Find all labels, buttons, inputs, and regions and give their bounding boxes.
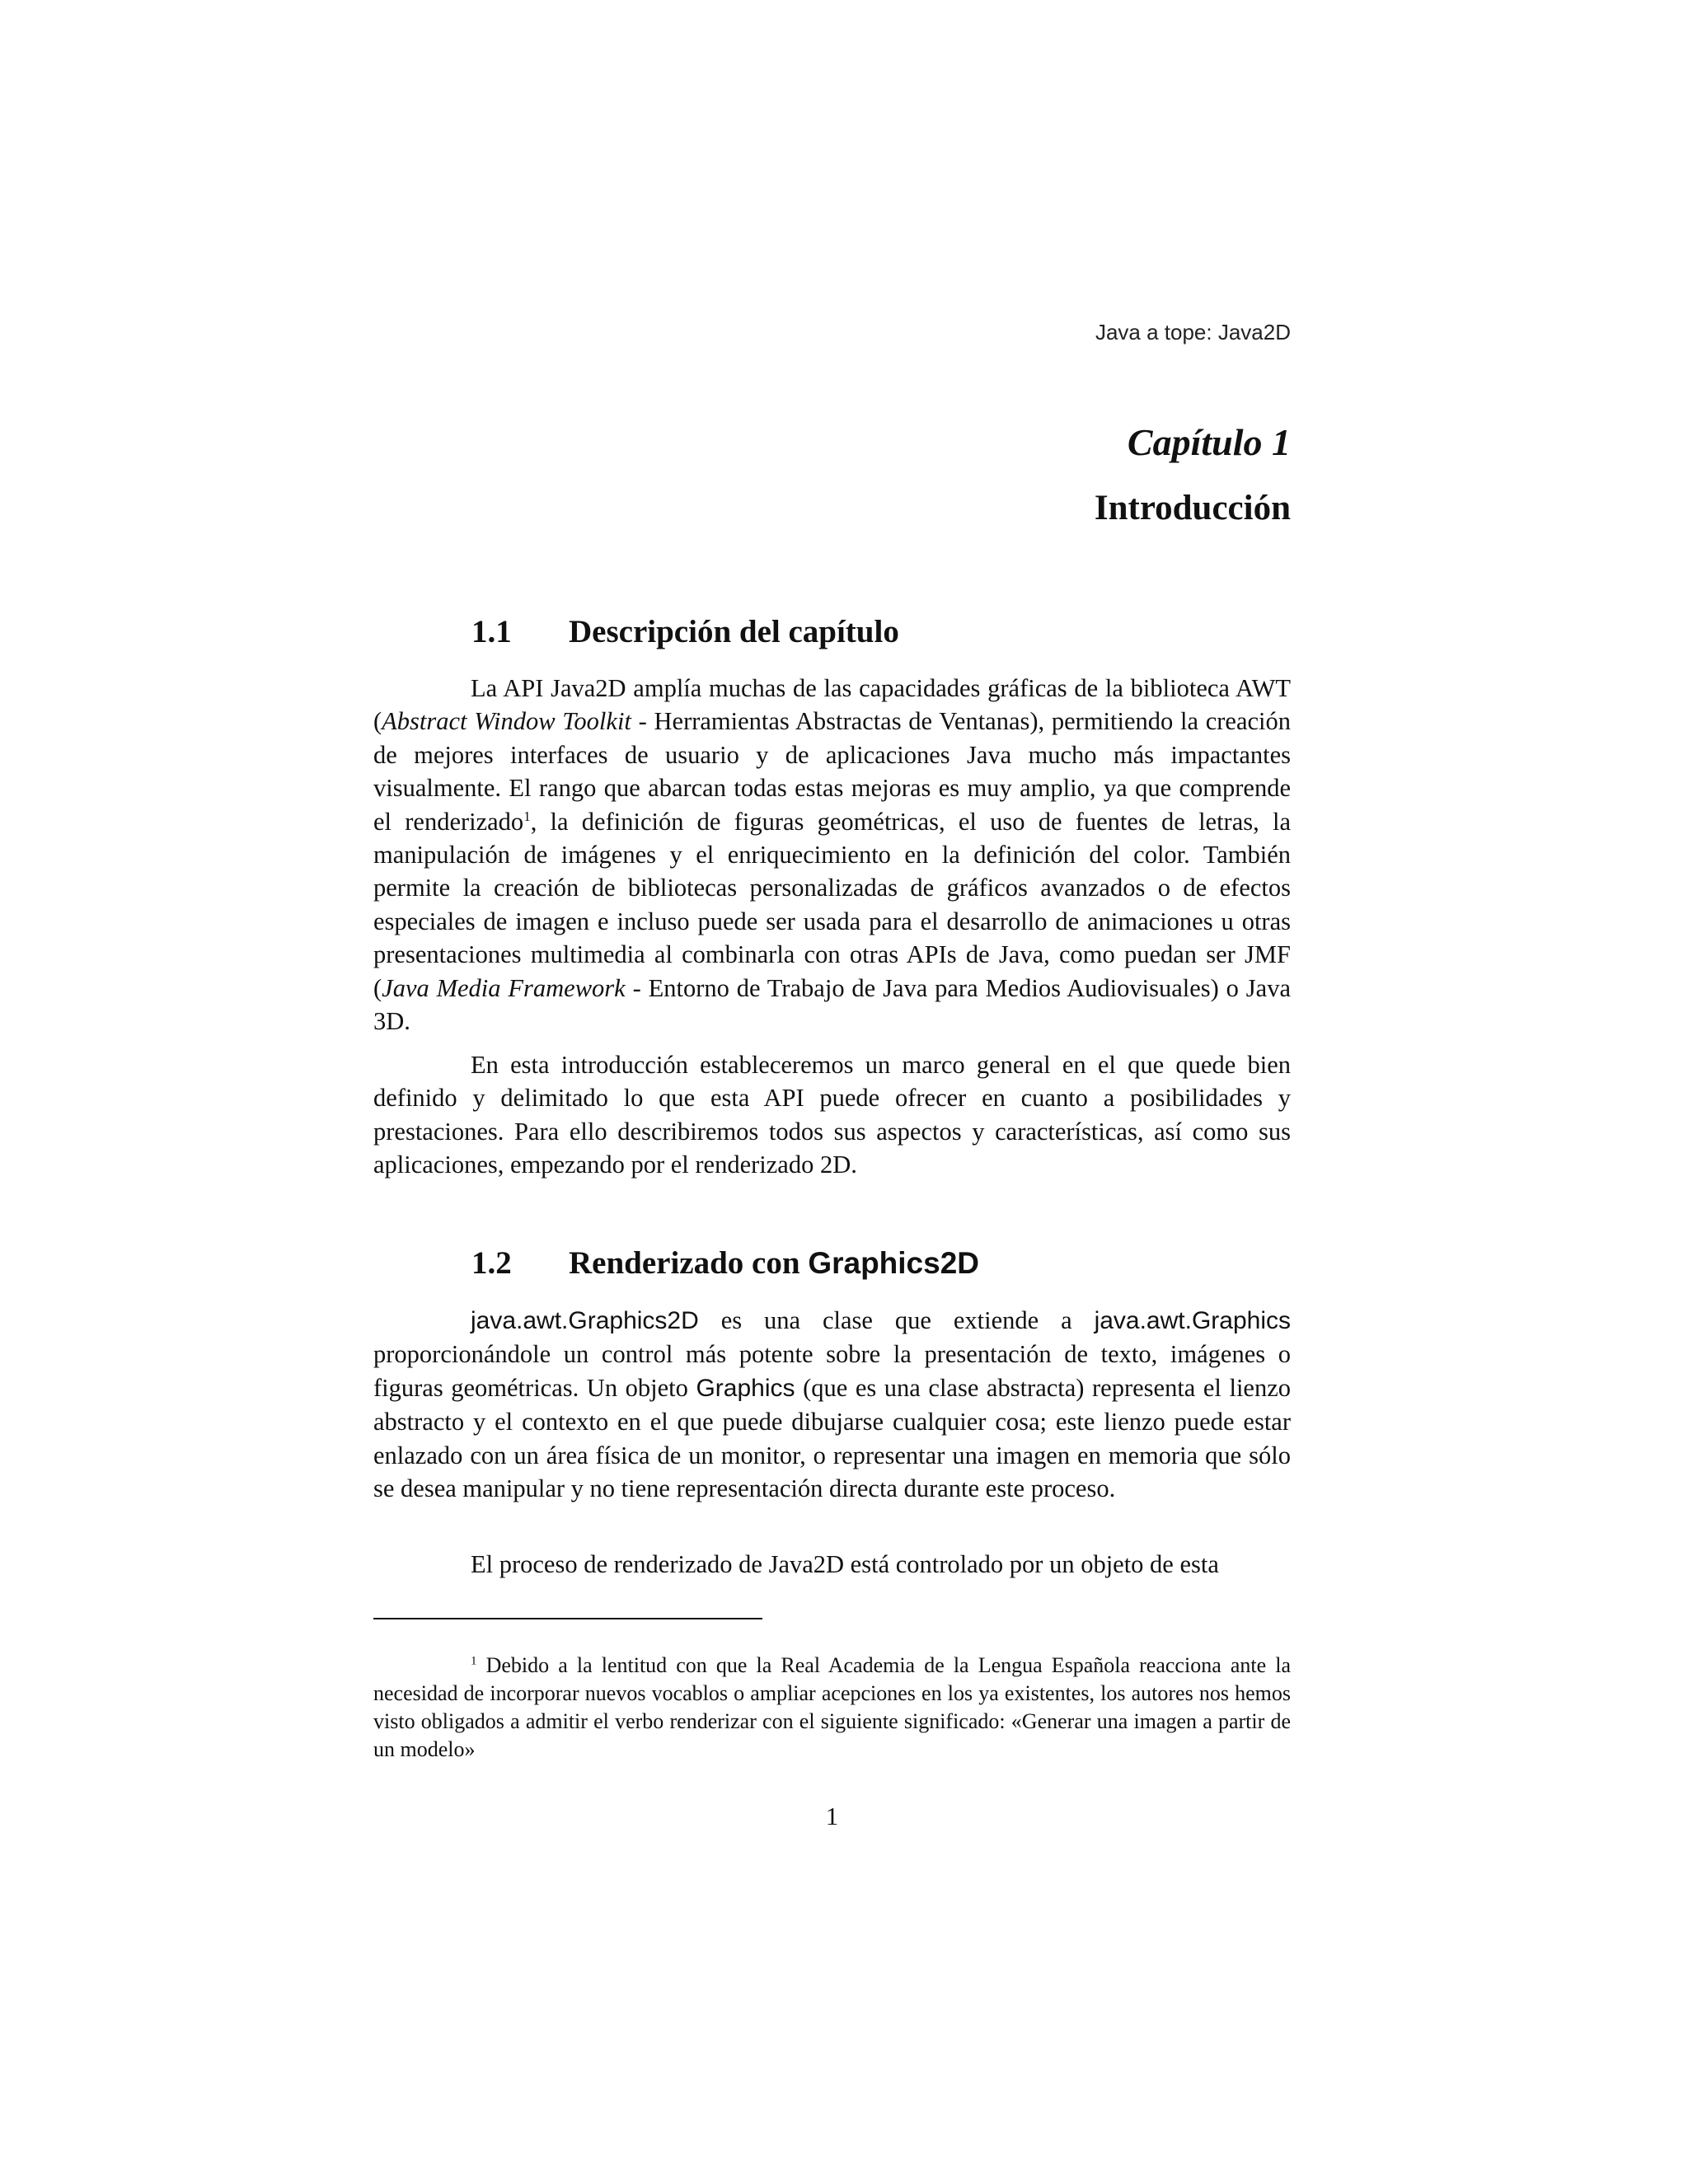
text-run: La API Java2D amplía muchas de las capacidades gráficas de la biblioteca AWT ( [373, 674, 1291, 736]
code-term: Graphics [696, 1374, 795, 1402]
running-header: Java a tope: Java2D [1095, 320, 1291, 344]
emphasis-text: Abstract Window Toolkit [382, 707, 631, 736]
text-run: (que es una clase abstracta) representa el lienzo abstracto y el contexto en el que puede dibujarse cualquier cosa; este lienzo puede estar enlazado con un área física de un monitor, o representar una imagen en memoria que sólo se desea manipular y no tiene representación directa durante este proceso. [373, 1373, 1291, 1503]
footnote-marker: 1 [471, 1654, 477, 1668]
section-heading-1-2 [471, 1244, 979, 1282]
paragraph-text: En esta introducción estableceremos un marco general en el que quede bien definido y delimitado lo que esta API puede ofrecer en cuanto a posibilidades y prestaciones. Para ello describiremos todos sus aspectos y características, así como sus aplicaciones, empezando por el renderizado 2D. [373, 1051, 1291, 1179]
text-run: es una clase que extiende a [698, 1306, 1095, 1334]
section-title-code: Graphics2D [808, 1246, 980, 1280]
footnote-separator [373, 1618, 762, 1619]
section-1-2-paragraph-2 [373, 1548, 1291, 1581]
section-1-1-paragraph-2 [373, 1048, 1291, 1182]
section-1-1-paragraph-1 [373, 672, 1291, 1038]
section-1-2-paragraph-1 [373, 1304, 1291, 1505]
section-heading-1-1 [471, 613, 899, 650]
footnote-text: Debido a la lentitud con que la Real Academia de la Lengua Española reacciona ante la necesidad de incorporar nuevos vocablos o ampliar acepciones en los ya existentes, los autores nos hemos visto obligados a admitir el verbo renderizar con el siguiente significado: «Generar una imagen a partir de un modelo» [373, 1653, 1291, 1761]
section-title: Renderizado con [569, 1245, 809, 1281]
section-title: Descripción del capítulo [569, 614, 899, 649]
page-number: 1 [825, 1802, 839, 1830]
section-number: 1.1 [471, 614, 512, 649]
code-term: java.awt.Graphics2D [471, 1307, 699, 1334]
text-run: - Entorno de Trabajo de Java para Medios Audiovisuales) o Java 3D. [373, 973, 1291, 1036]
chapter-title: Introducción [1094, 489, 1291, 527]
code-term: java.awt.Graphics [1094, 1307, 1291, 1334]
emphasis-text: Java Media Framework [382, 973, 626, 1002]
text-run: , la definición de figuras geométricas, el uso de fuentes de letras, la manipulación de imágenes y el enriquecimiento en la definición del color. También permite la creación de bibliotecas personalizadas de gráficos avanzados o de efectos especiales de imagen e incluso puede ser usada para el desarrollo de animaciones u otras presentaciones multimedia al combinarla con otras APIs de Java, como puedan ser JMF ( [373, 807, 1291, 1002]
chapter-number: Capítulo 1 [1127, 421, 1291, 463]
paragraph-text: El proceso de renderizado de Java2D está controlado por un objeto de esta [471, 1550, 1219, 1578]
text-run: - Herramientas Abstractas de Ventanas), permitiendo la creación de mejores interfaces de usuario y de aplicaciones Java mucho más impactantes visualmente. El rango que abarcan todas estas mejoras es muy amplio, ya que comprende el renderizado [373, 707, 1291, 836]
footnote [373, 1652, 1291, 1764]
text-run: proporcionándole un control más potente sobre la presentación de texto, imágenes o figuras geométricas. Un objeto [373, 1340, 1291, 1402]
footnote-reference[interactable]: 1 [523, 808, 531, 824]
section-number: 1.2 [471, 1245, 512, 1281]
